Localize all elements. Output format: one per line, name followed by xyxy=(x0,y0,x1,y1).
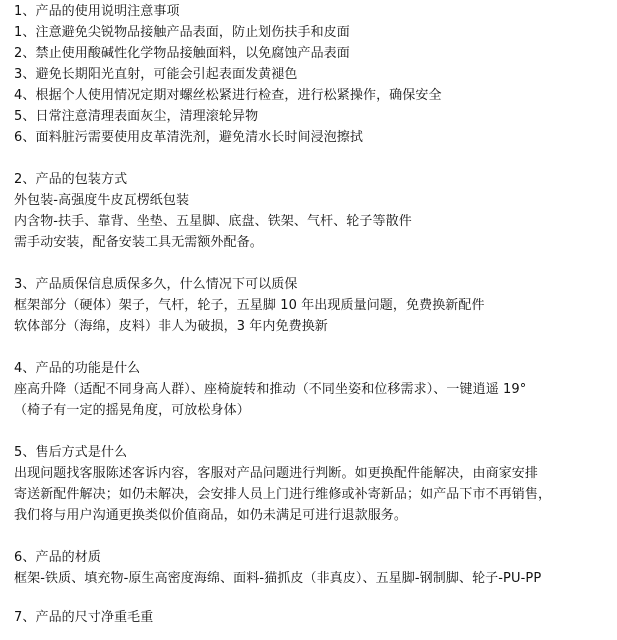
section-2-heading: 2、产品的包装方式 xyxy=(14,172,128,187)
section-4-line-1: 座高升降（适配不同身高人群）、座椅旋转和推动（不同坐姿和位移需求）、一键逍遥 19° xyxy=(14,382,527,397)
section-5-heading: 5、售后方式是什么 xyxy=(14,445,128,460)
section-1-line-6: 6、面料脏污需要使用皮革清洗剂，避免清水长时间浸泡擦拭 xyxy=(14,130,363,145)
section-4-heading: 4、产品的功能是什么 xyxy=(14,361,141,376)
section-1-line-1: 1、注意避免尖锐物品接触产品表面，防止划伤扶手和皮面 xyxy=(14,25,350,40)
section-6-line-1: 框架-铁质、填充物-原生高密度海绵、面料-猫抓皮（非真皮）、五星脚-钢制脚、轮子-PU-PP xyxy=(14,571,542,586)
section-5-line-1: 出现问题找客服陈述客诉内容，客服对产品问题进行判断。如更换配件能解决，由商家安排 xyxy=(14,466,539,481)
section-5-line-2: 寄送新配件解决；如仍未解决，会安排人员上门进行维修或补寄新品；如产品下市不再销售， xyxy=(14,487,552,502)
section-1-line-3: 3、避免长期阳光直射，可能会引起表面发黄褪色 xyxy=(14,67,298,82)
section-3-line-2: 软体部分（海绵，皮料）非人为破损，3 年内免费换新 xyxy=(14,319,328,334)
section-3-heading: 3、产品质保信息质保多久，什么情况下可以质保 xyxy=(14,277,298,292)
section-2-line-2: 内含物-扶手、靠背、坐垫、五星脚、底盘、铁架、气杆、轮子等散件 xyxy=(14,214,412,229)
section-1-line-4: 4、根据个人使用情况定期对螺丝松紧进行检查，进行松紧操作，确保安全 xyxy=(14,88,442,103)
section-2-line-3: 需手动安装，配备安装工具无需额外配备。 xyxy=(14,235,263,250)
section-5-line-3: 我们将与用户沟通更换类似价值商品，如仍未满足可进行退款服务。 xyxy=(14,508,408,523)
section-3-line-1: 框架部分（硬体）架子，气杆，轮子，五星脚 10 年出现质量问题，免费换新配件 xyxy=(14,298,485,313)
section-6-heading: 6、产品的材质 xyxy=(14,550,101,565)
section-4-line-2: （椅子有一定的摇晃角度，可放松身体） xyxy=(14,403,250,418)
section-1-line-5: 5、日常注意清理表面灰尘，清理滚轮异物 xyxy=(14,109,259,124)
section-1-line-2: 2、禁止使用酸碱性化学物品接触面料，以免腐蚀产品表面 xyxy=(14,46,350,61)
section-2-line-1: 外包装-高强度牛皮瓦楞纸包装 xyxy=(14,193,190,208)
section-1-heading: 1、产品的使用说明注意事项 xyxy=(14,4,180,19)
section-7-heading: 7、产品的尺寸净重毛重 xyxy=(14,610,154,625)
